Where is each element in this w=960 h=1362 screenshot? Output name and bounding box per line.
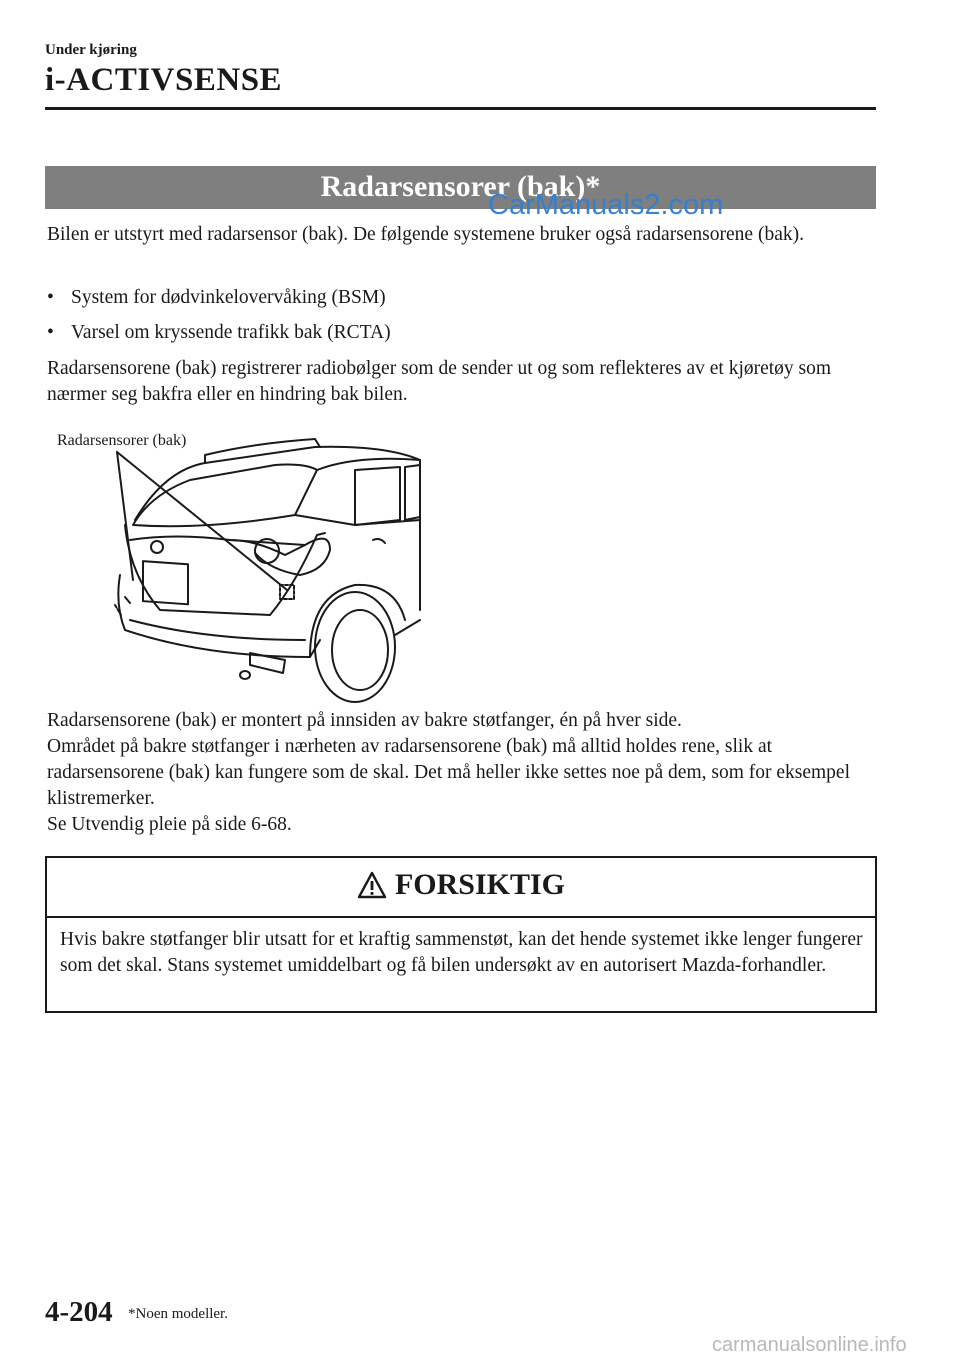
car-rear-illustration	[55, 425, 435, 705]
description-paragraph: Radarsensorene (bak) registrerer radiobølger som de sender ut og som reflekteres av et kjøretøy som nærmer seg bakfra eller en hindring bak bilen.	[47, 358, 832, 405]
mounting-reference: Se Utvendig pleie på side 6-68.	[47, 814, 292, 835]
caution-text: Hvis bakre støtfanger blir utsatt for et kraftig sammenstøt, kan det hende systemet ikke lenger fungerer som det skal. Stans systemet umiddelbart og få bilen undersøkt av en autorisert Mazda-forhandler.	[60, 929, 863, 976]
caution-header	[47, 858, 875, 918]
page-number: 4-204	[45, 1296, 113, 1328]
section-heading: Radarsensorer (bak)*	[45, 166, 876, 209]
watermark-text: CarManuals2.com	[488, 189, 724, 221]
caution-title: FORSIKTIG	[394, 868, 566, 901]
bullet-dot-icon: •	[47, 287, 54, 308]
car-rear-drawing	[55, 425, 435, 705]
list-item-text: Varsel om kryssende trafikk bak (RCTA)	[71, 322, 391, 343]
chapter-title: Under kjøring	[45, 42, 137, 58]
intro-paragraph: Bilen er utstyrt med radarsensor (bak). De følgende systemene bruker også radarsensorene (bak).	[47, 224, 804, 245]
list-item	[47, 320, 391, 346]
mounting-section	[47, 708, 877, 838]
bullet-dot-icon: •	[47, 322, 54, 343]
header-rule	[45, 107, 876, 110]
mounting-line: Området på bakre støtfanger i nærheten av radarsensorene (bak) må alltid holdes rene, slik at radarsensorene (bak) kan fungere som de skal. Det må heller ikke settes noe på dem, som for eksempel klistremerker.	[47, 736, 851, 809]
list-item-text: System for dødvinkelovervåking (BSM)	[71, 287, 386, 308]
footer-site-link[interactable]: carmanualsonline.info	[712, 1334, 907, 1356]
callout-label: Radarsensorer (bak)	[57, 432, 187, 449]
footnote: *Noen modeller.	[128, 1306, 228, 1322]
warning-triangle-icon	[357, 871, 387, 899]
section-title: i-ACTIVSENSE	[45, 62, 283, 98]
mounting-line: Radarsensorene (bak) er montert på innsiden av bakre støtfanger, én på hver side.	[47, 710, 682, 731]
caution-box	[45, 856, 877, 1013]
list-item	[47, 285, 386, 311]
